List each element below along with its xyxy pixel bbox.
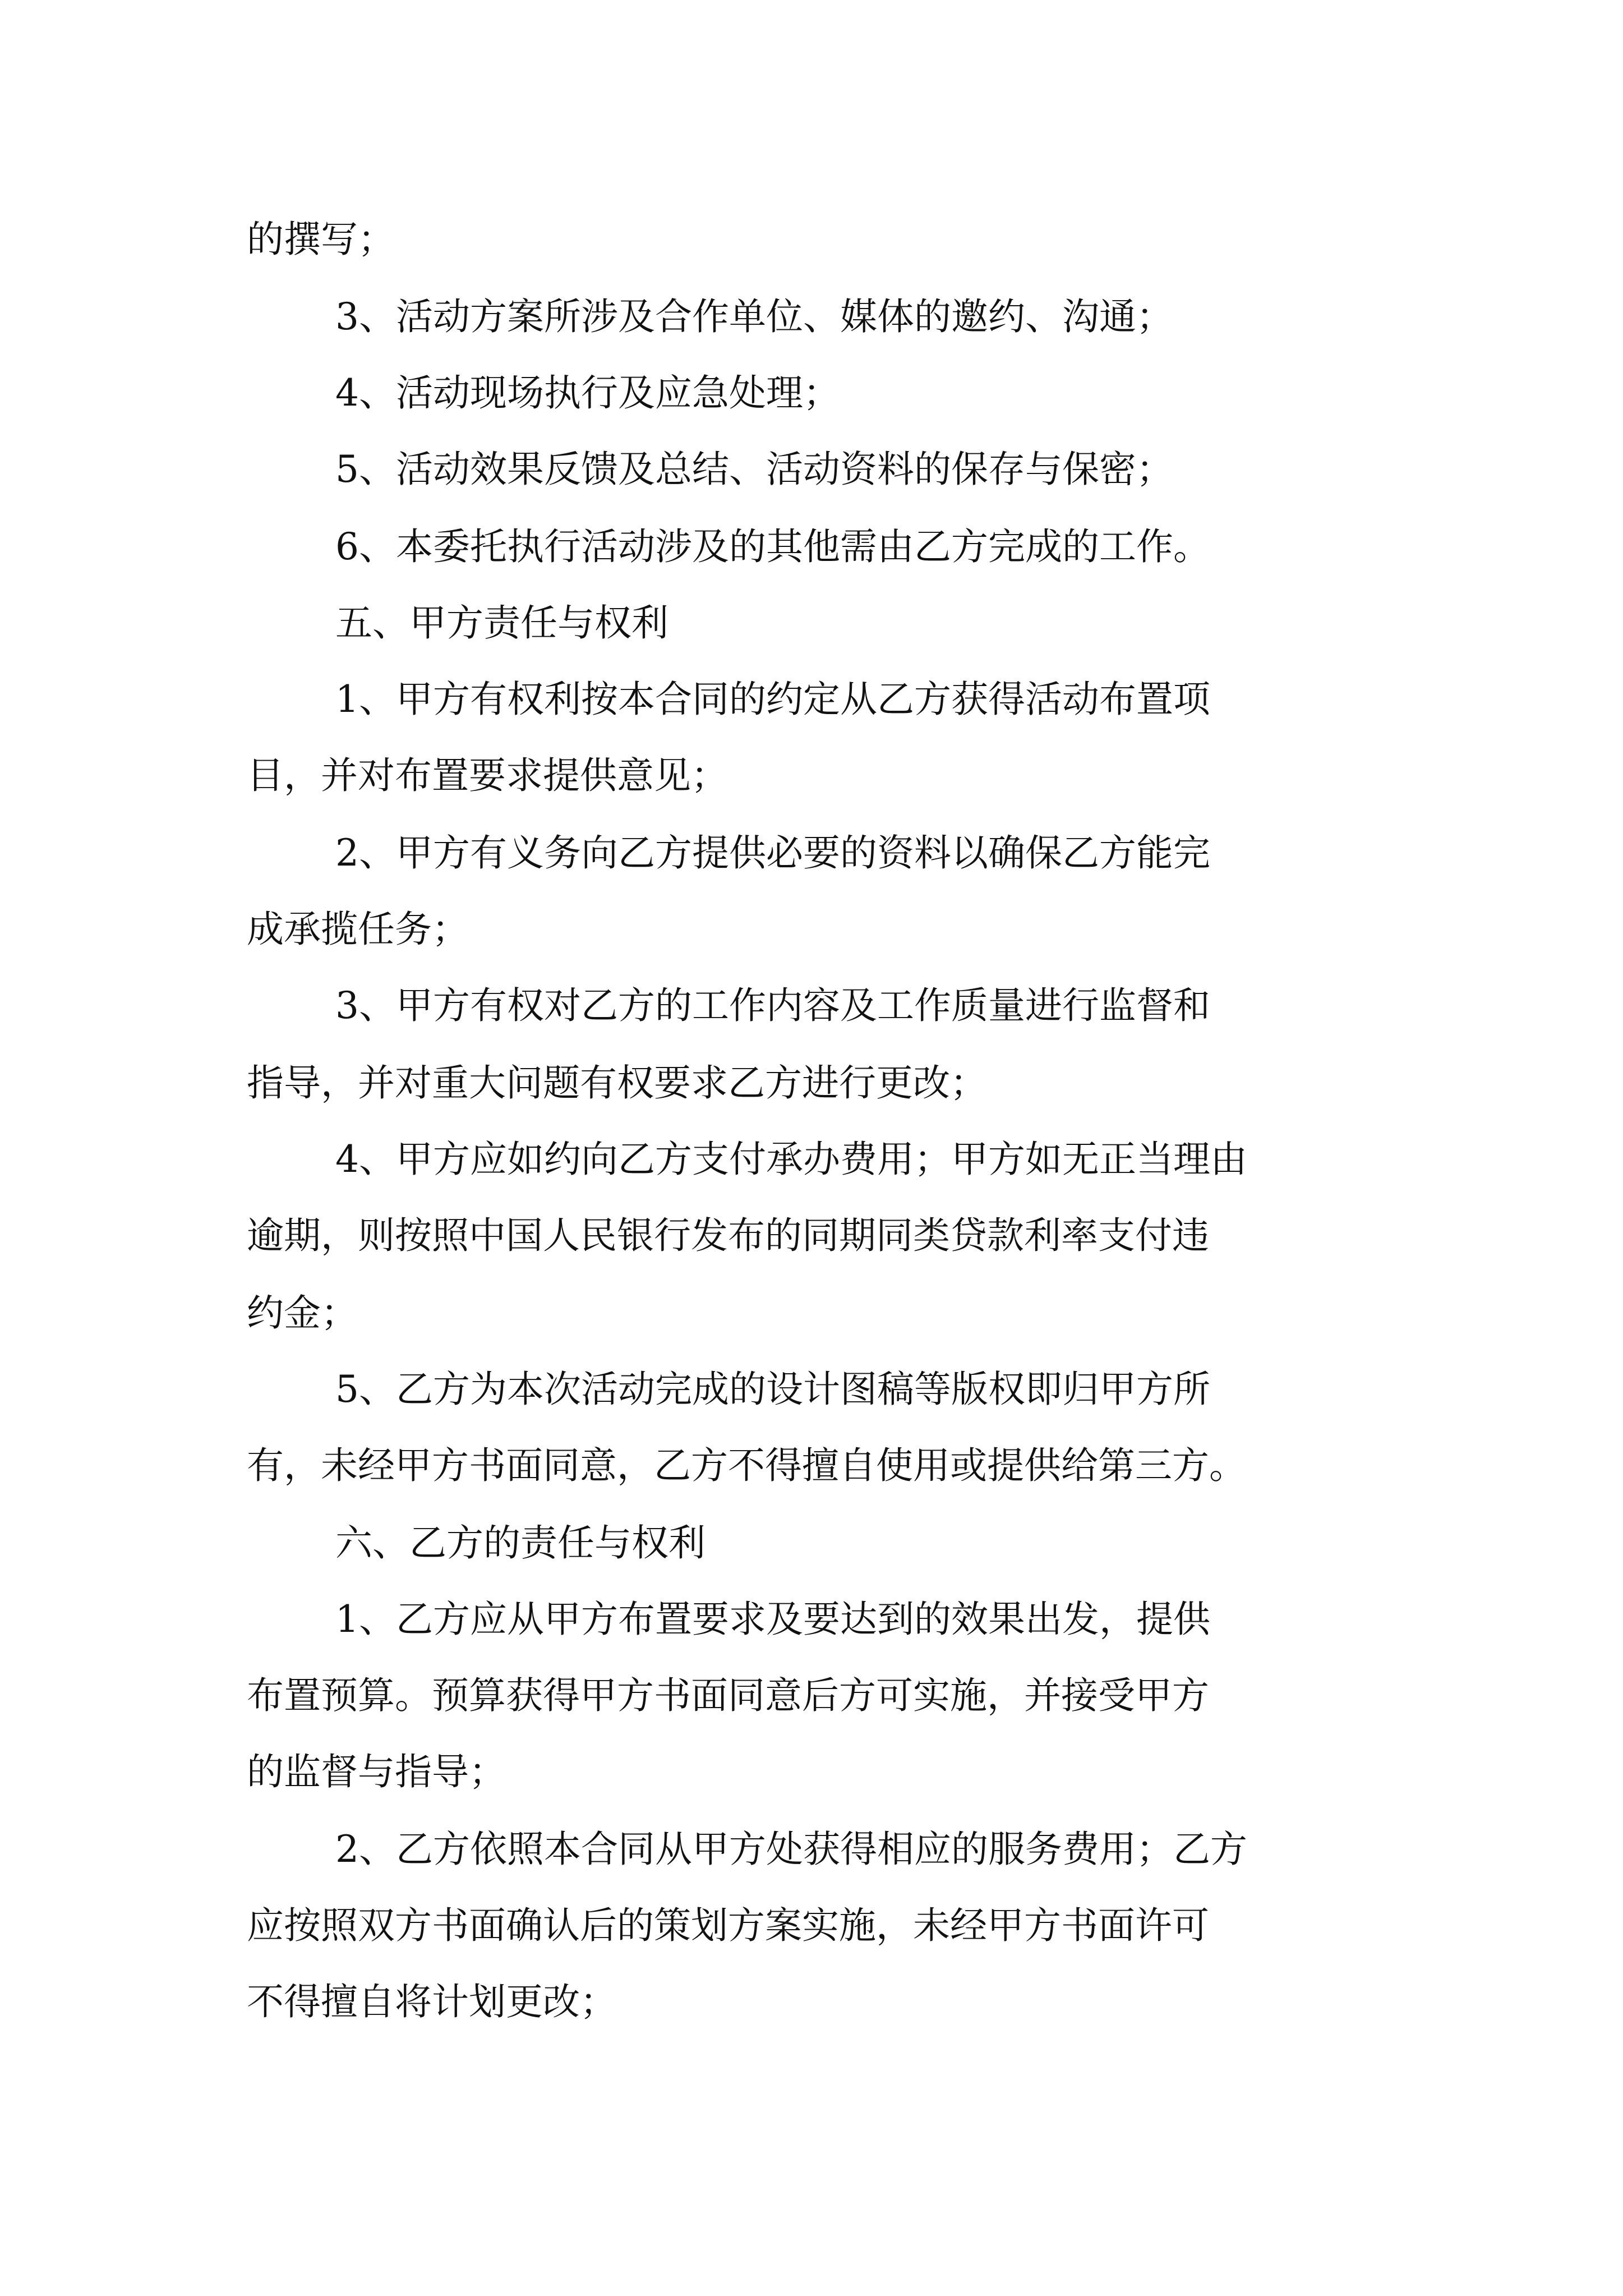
text-line-12: 指导，并对重大问题有权要求乙方进行更改； (247, 1061, 987, 1105)
text-line-7: 1、甲方有权利按本合同的约定从乙方获得活动布置项 (335, 678, 1210, 721)
section-heading-6: 六、乙方的责任与权利 (335, 1521, 706, 1565)
text-line-19: 1、乙方应从甲方布置要求及要达到的效果出发，提供 (335, 1598, 1210, 1641)
text-line-11: 3、甲方有权对乙方的工作内容及工作质量进行监督和 (335, 984, 1210, 1027)
text-line-22: 2、乙方依照本合同从甲方处获得相应的服务费用；乙方 (335, 1828, 1247, 1871)
text-line-8: 目，并对布置要求提供意见； (247, 754, 728, 797)
text-line-24: 不得擅自将计划更改； (247, 1980, 617, 2023)
text-line-17: 有，未经甲方书面同意，乙方不得擅自使用或提供给第三方。 (247, 1444, 1246, 1487)
text-line-10: 成承揽任务； (247, 908, 469, 951)
text-line-23: 应按照双方书面确认后的策划方案实施，未经甲方书面许可 (247, 1904, 1209, 1947)
text-line-14: 逾期，则按照中国人民银行发布的同期同类贷款利率支付违 (247, 1214, 1209, 1257)
text-line-9: 2、甲方有义务向乙方提供必要的资料以确保乙方能完 (335, 831, 1210, 875)
section-heading-5: 五、甲方责任与权利 (335, 601, 668, 645)
text-line-16: 5、乙方为本次活动完成的设计图稿等版权即归甲方所 (335, 1368, 1210, 1411)
text-line-13: 4、甲方应如约向乙方支付承办费用；甲方如无正当理由 (335, 1138, 1247, 1181)
text-line-4: 5、活动效果反馈及总结、活动资料的保存与保密； (335, 448, 1173, 491)
text-line-3: 4、活动现场执行及应急处理； (335, 371, 840, 415)
document-page (247, 0, 1389, 2296)
text-line-5: 6、本委托执行活动涉及的其他需由乙方完成的工作。 (335, 525, 1210, 568)
text-line-2: 3、活动方案所涉及合作单位、媒体的邀约、沟通； (335, 295, 1173, 338)
text-line-20: 布置预算。预算获得甲方书面同意后方可实施，并接受甲方 (247, 1674, 1209, 1717)
text-line-15: 约金； (247, 1291, 358, 1335)
text-line-21: 的监督与指导； (247, 1750, 506, 1793)
text-line-1: 的撰写； (247, 218, 395, 261)
